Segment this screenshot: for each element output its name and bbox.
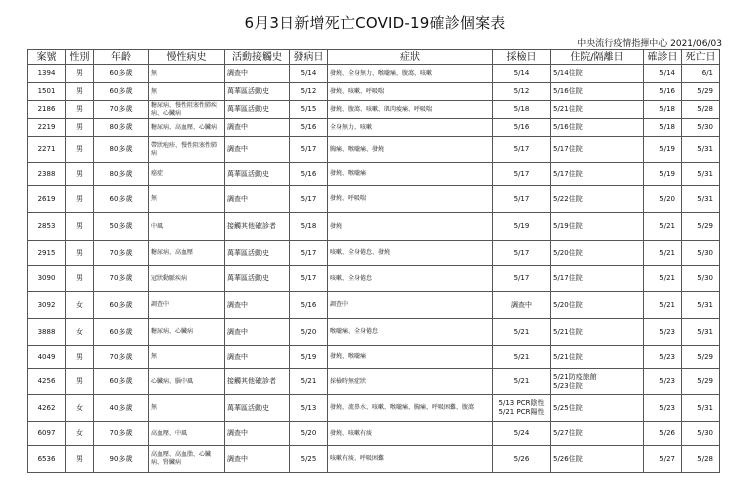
- age-cell: 60多歲: [94, 186, 149, 213]
- sex-cell: 男: [66, 186, 94, 213]
- age-cell: 80多歲: [94, 119, 149, 137]
- confirm-date-cell: 5/20: [644, 186, 682, 213]
- table-row: [28, 65, 720, 83]
- symptoms-cell: 發燒、腹瀉、咳嗽、肌肉痠痛、呼吸喘: [328, 101, 493, 119]
- activity-history-cell: 萬華區活動史: [225, 241, 290, 266]
- sample-date-cell: 5/17: [493, 163, 551, 186]
- header-chronic-history: 慢性病史: [149, 50, 225, 65]
- confirm-date-cell: 5/14: [644, 65, 682, 83]
- symptoms-cell: 全身無力、咳嗽: [328, 119, 493, 137]
- hospital-date-cell: 5/26住院: [551, 446, 644, 473]
- header-sample-date: 採檢日: [493, 50, 551, 65]
- chronic-history-cell: 高血壓、高血脂、心臟病、腎臟病: [149, 446, 225, 473]
- header-hospital-date: 住院/隔離日: [551, 50, 644, 65]
- onset-date-cell: 5/16: [290, 292, 328, 319]
- case-number-cell: 3888: [28, 319, 66, 346]
- chronic-history-cell: 高血壓、中風: [149, 422, 225, 446]
- case-number-cell: 4049: [28, 346, 66, 369]
- death-date-cell: 6/1: [682, 65, 720, 83]
- header-row: [28, 50, 720, 65]
- case-number-cell: 2388: [28, 163, 66, 186]
- sex-cell: 男: [66, 65, 94, 83]
- case-number-cell: 2619: [28, 186, 66, 213]
- page-title: 6月3日新增死亡COVID-19確診個案表: [244, 14, 506, 32]
- symptoms-cell: 咳嗽、全身倦怠、發燒: [328, 241, 493, 266]
- onset-date-cell: 5/19: [290, 346, 328, 369]
- confirm-date-cell: 5/21: [644, 241, 682, 266]
- symptoms-cell: 發燒: [328, 213, 493, 241]
- activity-history-cell: 調查中: [225, 422, 290, 446]
- symptoms-cell: 發燒、咳嗽、呼吸喘: [328, 83, 493, 101]
- table-row: [28, 241, 720, 266]
- death-date-cell: 5/30: [682, 266, 720, 292]
- activity-history-cell: 萬華區活動史: [225, 395, 290, 422]
- death-date-cell: 5/30: [682, 241, 720, 266]
- activity-history-cell: 調查中: [225, 186, 290, 213]
- header-death-date: 死亡日: [682, 50, 720, 65]
- chronic-history-cell: 糖尿病、高血壓、心臟病: [149, 119, 225, 137]
- table-row: [28, 446, 720, 473]
- onset-date-cell: 5/17: [290, 241, 328, 266]
- confirm-date-cell: 5/23: [644, 395, 682, 422]
- case-number-cell: 6097: [28, 422, 66, 446]
- chronic-history-cell: 無: [149, 65, 225, 83]
- hospital-date-cell: 5/25住院: [551, 395, 644, 422]
- chronic-history-cell: 調查中: [149, 292, 225, 319]
- activity-history-cell: 萬華區活動史: [225, 101, 290, 119]
- onset-date-cell: 5/17: [290, 266, 328, 292]
- death-date-cell: 5/30: [682, 119, 720, 137]
- hospital-date-cell: 5/21住院: [551, 319, 644, 346]
- chronic-history-cell: 冠狀動脈疾病: [149, 266, 225, 292]
- case-number-cell: 2186: [28, 101, 66, 119]
- onset-date-cell: 5/16: [290, 163, 328, 186]
- header-onset-date: 發病日: [290, 50, 328, 65]
- symptoms-cell: 發燒、呼吸喘: [328, 186, 493, 213]
- sex-cell: 女: [66, 422, 94, 446]
- sex-cell: 男: [66, 241, 94, 266]
- activity-history-cell: 調查中: [225, 319, 290, 346]
- sex-cell: 男: [66, 119, 94, 137]
- header-confirm-date: 確診日: [644, 50, 682, 65]
- symptoms-cell: 咳嗽、全身倦怠: [328, 266, 493, 292]
- confirm-date-cell: 5/21: [644, 292, 682, 319]
- chronic-history-cell: 無: [149, 346, 225, 369]
- symptoms-cell: 喉嚨痛、全身倦怠: [328, 319, 493, 346]
- symptoms-cell: 胸痛、喉嚨痛、發燒: [328, 137, 493, 163]
- activity-history-cell: 調查中: [225, 446, 290, 473]
- age-cell: 60多歲: [94, 369, 149, 395]
- chronic-history-cell: 無: [149, 83, 225, 101]
- sex-cell: 男: [66, 101, 94, 119]
- age-cell: 70多歲: [94, 346, 149, 369]
- onset-date-cell: 5/21: [290, 369, 328, 395]
- onset-date-cell: 5/20: [290, 422, 328, 446]
- sample-date-cell: 5/16: [493, 119, 551, 137]
- sample-date-cell: 5/21: [493, 346, 551, 369]
- sample-date-cell: 5/14: [493, 65, 551, 83]
- onset-date-cell: 5/17: [290, 137, 328, 163]
- chronic-history-cell: 糖尿病、心臟病: [149, 319, 225, 346]
- sample-date-cell: 5/26: [493, 446, 551, 473]
- confirm-date-cell: 5/23: [644, 346, 682, 369]
- table-row: [28, 83, 720, 101]
- table-row: [28, 319, 720, 346]
- symptoms-cell: 發燒、喉嚨痛: [328, 163, 493, 186]
- activity-history-cell: 萬華區活動史: [225, 83, 290, 101]
- sex-cell: 男: [66, 346, 94, 369]
- death-date-cell: 5/31: [682, 395, 720, 422]
- sample-date-cell: 5/12: [493, 83, 551, 101]
- sample-date-cell: 5/17: [493, 137, 551, 163]
- age-cell: 80多歲: [94, 163, 149, 186]
- confirm-date-cell: 5/27: [644, 446, 682, 473]
- age-cell: 70多歲: [94, 422, 149, 446]
- table-row: [28, 186, 720, 213]
- sex-cell: 男: [66, 163, 94, 186]
- symptoms-cell: 咳嗽有痰、呼吸困難: [328, 446, 493, 473]
- age-cell: 60多歲: [94, 83, 149, 101]
- activity-history-cell: 接觸其他確診者: [225, 369, 290, 395]
- sample-date-cell: 調查中: [493, 292, 551, 319]
- symptoms-cell: 調查中: [328, 292, 493, 319]
- activity-history-cell: 萬華區活動史: [225, 266, 290, 292]
- table-row: [28, 422, 720, 446]
- sex-cell: 男: [66, 83, 94, 101]
- activity-history-cell: 調查中: [225, 292, 290, 319]
- case-number-cell: 3090: [28, 266, 66, 292]
- sex-cell: 女: [66, 292, 94, 319]
- sex-cell: 男: [66, 213, 94, 241]
- death-date-cell: 5/28: [682, 446, 720, 473]
- sex-cell: 男: [66, 266, 94, 292]
- symptoms-cell: 發燒、咳嗽有痰: [328, 422, 493, 446]
- table-row: [28, 101, 720, 119]
- activity-history-cell: 調查中: [225, 119, 290, 137]
- age-cell: 50多歲: [94, 213, 149, 241]
- case-number-cell: 2271: [28, 137, 66, 163]
- onset-date-cell: 5/12: [290, 83, 328, 101]
- onset-date-cell: 5/25: [290, 446, 328, 473]
- chronic-history-cell: 無: [149, 186, 225, 213]
- table-row: [28, 119, 720, 137]
- death-date-cell: 5/28: [682, 101, 720, 119]
- death-date-cell: 5/29: [682, 346, 720, 369]
- age-cell: 70多歲: [94, 241, 149, 266]
- sample-date-cell: 5/24: [493, 422, 551, 446]
- chronic-history-cell: 帶狀疱疹、慢性阻塞性肺病: [149, 137, 225, 163]
- case-number-cell: 6536: [28, 446, 66, 473]
- confirm-date-cell: 5/23: [644, 319, 682, 346]
- header-symptoms: 症狀: [328, 50, 493, 65]
- case-number-cell: 2219: [28, 119, 66, 137]
- death-date-cell: 5/29: [682, 83, 720, 101]
- sample-date-cell: 5/13 PCR陰性 5/21 PCR陽性: [493, 395, 551, 422]
- case-number-cell: 2853: [28, 213, 66, 241]
- symptoms-cell: 發燒、流鼻水、咳嗽、喉嚨痛、胸痛、呼吸困難、腹瀉: [328, 395, 493, 422]
- age-cell: 60多歲: [94, 319, 149, 346]
- sample-date-cell: 5/17: [493, 186, 551, 213]
- age-cell: 40多歲: [94, 395, 149, 422]
- confirm-date-cell: 5/26: [644, 422, 682, 446]
- confirm-date-cell: 5/21: [644, 266, 682, 292]
- symptoms-cell: 採檢時無症狀: [328, 369, 493, 395]
- hospital-date-cell: 5/14住院: [551, 65, 644, 83]
- cases-table: [27, 49, 720, 473]
- symptoms-cell: 發燒、喉嚨痛: [328, 346, 493, 369]
- header-sex: 性別: [66, 50, 94, 65]
- case-number-cell: 3092: [28, 292, 66, 319]
- sex-cell: 男: [66, 369, 94, 395]
- table-row: [28, 346, 720, 369]
- onset-date-cell: 5/13: [290, 395, 328, 422]
- hospital-date-cell: 5/22住院: [551, 186, 644, 213]
- confirm-date-cell: 5/21: [644, 213, 682, 241]
- case-number-cell: 1501: [28, 83, 66, 101]
- hospital-date-cell: 5/16住院: [551, 83, 644, 101]
- death-date-cell: 5/31: [682, 319, 720, 346]
- hospital-date-cell: 5/20住院: [551, 241, 644, 266]
- chronic-history-cell: 糖尿病、慢性阻塞性肺疾病、心臟病: [149, 101, 225, 119]
- onset-date-cell: 5/17: [290, 186, 328, 213]
- onset-date-cell: 5/15: [290, 101, 328, 119]
- death-date-cell: 5/31: [682, 292, 720, 319]
- table-row: [28, 292, 720, 319]
- table-row: [28, 213, 720, 241]
- hospital-date-cell: 5/17住院: [551, 163, 644, 186]
- death-date-cell: 5/31: [682, 186, 720, 213]
- sex-cell: 女: [66, 319, 94, 346]
- sex-cell: 男: [66, 446, 94, 473]
- onset-date-cell: 5/18: [290, 213, 328, 241]
- activity-history-cell: 接觸其他確診者: [225, 213, 290, 241]
- chronic-history-cell: 無: [149, 395, 225, 422]
- table-row: [28, 266, 720, 292]
- hospital-date-cell: 5/20住院: [551, 292, 644, 319]
- chronic-history-cell: 心臟病、腦中風: [149, 369, 225, 395]
- chronic-history-cell: 癌症: [149, 163, 225, 186]
- activity-history-cell: 調查中: [225, 346, 290, 369]
- confirm-date-cell: 5/16: [644, 83, 682, 101]
- age-cell: 60多歲: [94, 292, 149, 319]
- death-date-cell: 5/31: [682, 137, 720, 163]
- death-date-cell: 5/29: [682, 213, 720, 241]
- hospital-date-cell: 5/17住院: [551, 137, 644, 163]
- hospital-date-cell: 5/21住院: [551, 346, 644, 369]
- hospital-date-cell: 5/19住院: [551, 213, 644, 241]
- sample-date-cell: 5/21: [493, 369, 551, 395]
- sample-date-cell: 5/19: [493, 213, 551, 241]
- chronic-history-cell: 中風: [149, 213, 225, 241]
- sex-cell: 女: [66, 395, 94, 422]
- onset-date-cell: 5/14: [290, 65, 328, 83]
- age-cell: 70多歲: [94, 101, 149, 119]
- header-age: 年齡: [94, 50, 149, 65]
- age-cell: 90多歲: [94, 446, 149, 473]
- case-number-cell: 4262: [28, 395, 66, 422]
- death-date-cell: 5/30: [682, 422, 720, 446]
- case-number-cell: 2915: [28, 241, 66, 266]
- confirm-date-cell: 5/18: [644, 119, 682, 137]
- source-and-date: 中央流行疫情指揮中心 2021/06/03: [577, 39, 722, 49]
- case-number-cell: 4256: [28, 369, 66, 395]
- table-row: [28, 395, 720, 422]
- onset-date-cell: 5/16: [290, 119, 328, 137]
- age-cell: 70多歲: [94, 266, 149, 292]
- sample-date-cell: 5/18: [493, 101, 551, 119]
- activity-history-cell: 調查中: [225, 137, 290, 163]
- death-date-cell: 5/29: [682, 369, 720, 395]
- sample-date-cell: 5/17: [493, 241, 551, 266]
- symptoms-cell: 發燒、全身無力、喉嚨痛、腹瀉、咳嗽: [328, 65, 493, 83]
- sample-date-cell: 5/17: [493, 266, 551, 292]
- confirm-date-cell: 5/19: [644, 137, 682, 163]
- hospital-date-cell: 5/27住院: [551, 422, 644, 446]
- hospital-date-cell: 5/16住院: [551, 119, 644, 137]
- confirm-date-cell: 5/23: [644, 369, 682, 395]
- age-cell: 80多歲: [94, 137, 149, 163]
- confirm-date-cell: 5/19: [644, 163, 682, 186]
- hospital-date-cell: 5/17住院: [551, 266, 644, 292]
- header-case-number: 案號: [28, 50, 66, 65]
- age-cell: 60多歲: [94, 65, 149, 83]
- case-number-cell: 1394: [28, 65, 66, 83]
- sample-date-cell: 5/21: [493, 319, 551, 346]
- sex-cell: 男: [66, 137, 94, 163]
- death-date-cell: 5/31: [682, 163, 720, 186]
- chronic-history-cell: 糖尿病、高血壓: [149, 241, 225, 266]
- confirm-date-cell: 5/18: [644, 101, 682, 119]
- hospital-date-cell: 5/21住院: [551, 101, 644, 119]
- table-row: [28, 163, 720, 186]
- onset-date-cell: 5/20: [290, 319, 328, 346]
- table-row: [28, 369, 720, 395]
- activity-history-cell: 調查中: [225, 65, 290, 83]
- header-activity-history: 活動接觸史: [225, 50, 290, 65]
- table-row: [28, 137, 720, 163]
- hospital-date-cell: 5/21防疫旅館 5/23住院: [551, 369, 644, 395]
- activity-history-cell: 萬華區活動史: [225, 163, 290, 186]
